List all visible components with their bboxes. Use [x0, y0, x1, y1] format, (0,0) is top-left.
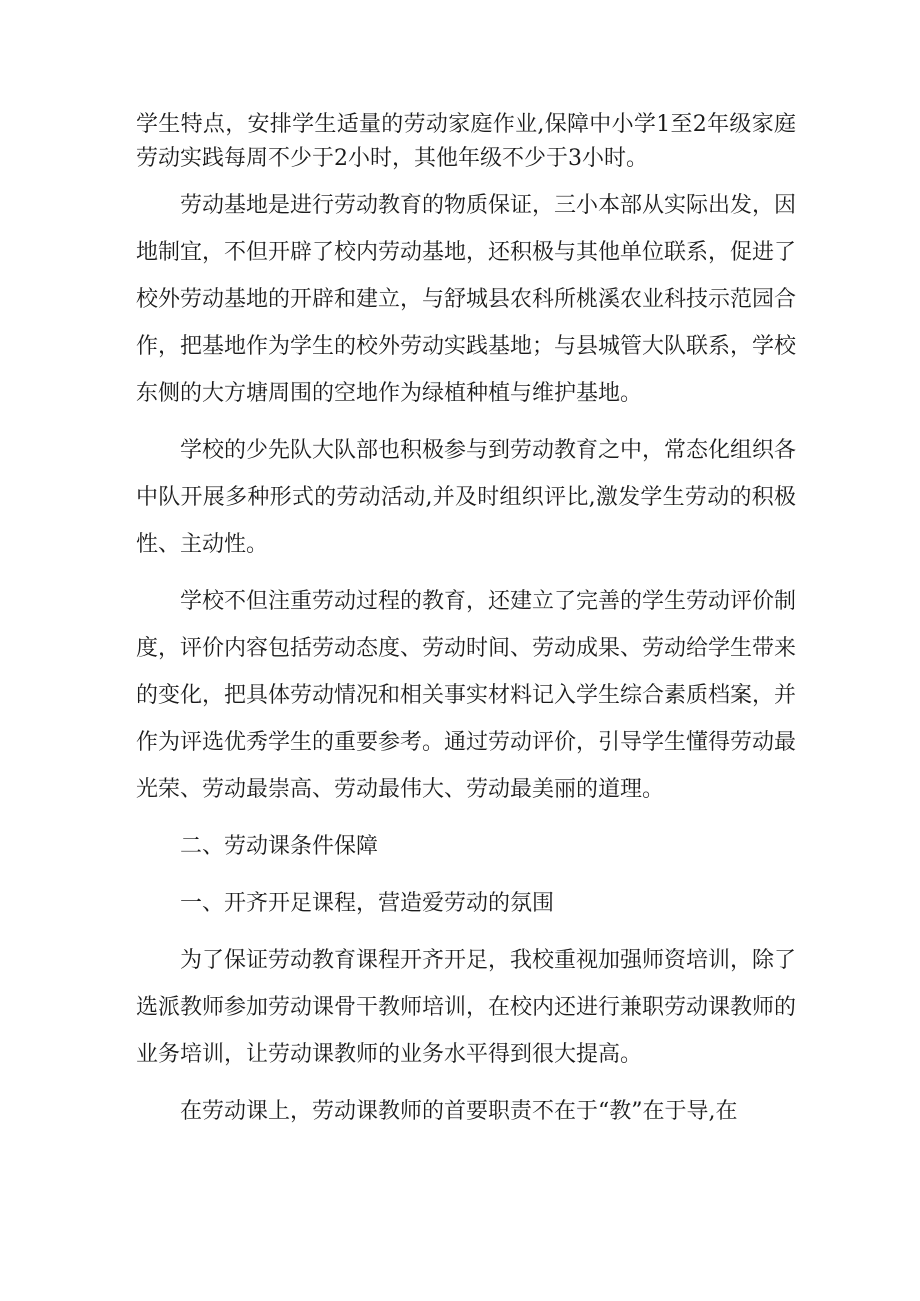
paragraph-young-pioneers: 学校的少先队大队部也积极参与到劳动教育之中，常态化组织各中队开展多种形式的劳动活动,并及时组织评比,激发学生劳动的积极性、主动性。: [136, 438, 797, 557]
subsection-heading-courses: 一、开齐开足课程，营造爱劳动的氛围: [180, 891, 555, 916]
paragraph-teacher-training: 为了保证劳动教育课程开齐开足，我校重视加强师资培训，除了选派教师参加劳动课骨干教师培训，在校内还进行兼职劳动课教师的业务培训，让劳动课教师的业务水平得到很大提高。: [136, 948, 797, 1067]
paragraph-teacher-role: 在劳动课上，劳动课教师的首要职责不在于“教”在于导,在: [180, 1099, 738, 1124]
paragraph-labor-base: 劳动基地是进行劳动教育的物质保证，三小本部从实际出发，因地制宜，不但开辟了校内劳动基地，还积极与其他单位联系，促进了校外劳动基地的开辟和建立，与舒城县农科所桃溪农业科技示范园合作，把基地作为学生的校外劳动实践基地；与县城管大队联系，学校东侧的大方塘周围的空地作为绿植种植与维护基地。: [136, 193, 797, 406]
section-heading-conditions: 二、劳动课条件保障: [180, 834, 379, 859]
paragraph-evaluation-system: 学校不但注重劳动过程的教育，还建立了完善的学生劳动评价制度，评价内容包括劳动态度、劳动时间、劳动成果、劳动给学生带来的变化，把具体劳动情况和相关事实材料记入学生综合素质档案，并作为评选优秀学生的重要参考。通过劳动评价，引导学生懂得劳动最光荣、劳动最崇高、劳动最伟大、劳动最美丽的道理。: [136, 589, 797, 802]
paragraph-continuation: 学生特点，安排学生适量的劳动家庭作业,保障中小学1至2年级家庭劳动实践每周不少于2小时，其他年级不少于3小时。: [136, 112, 796, 171]
document-body: [136, 108, 796, 1145]
